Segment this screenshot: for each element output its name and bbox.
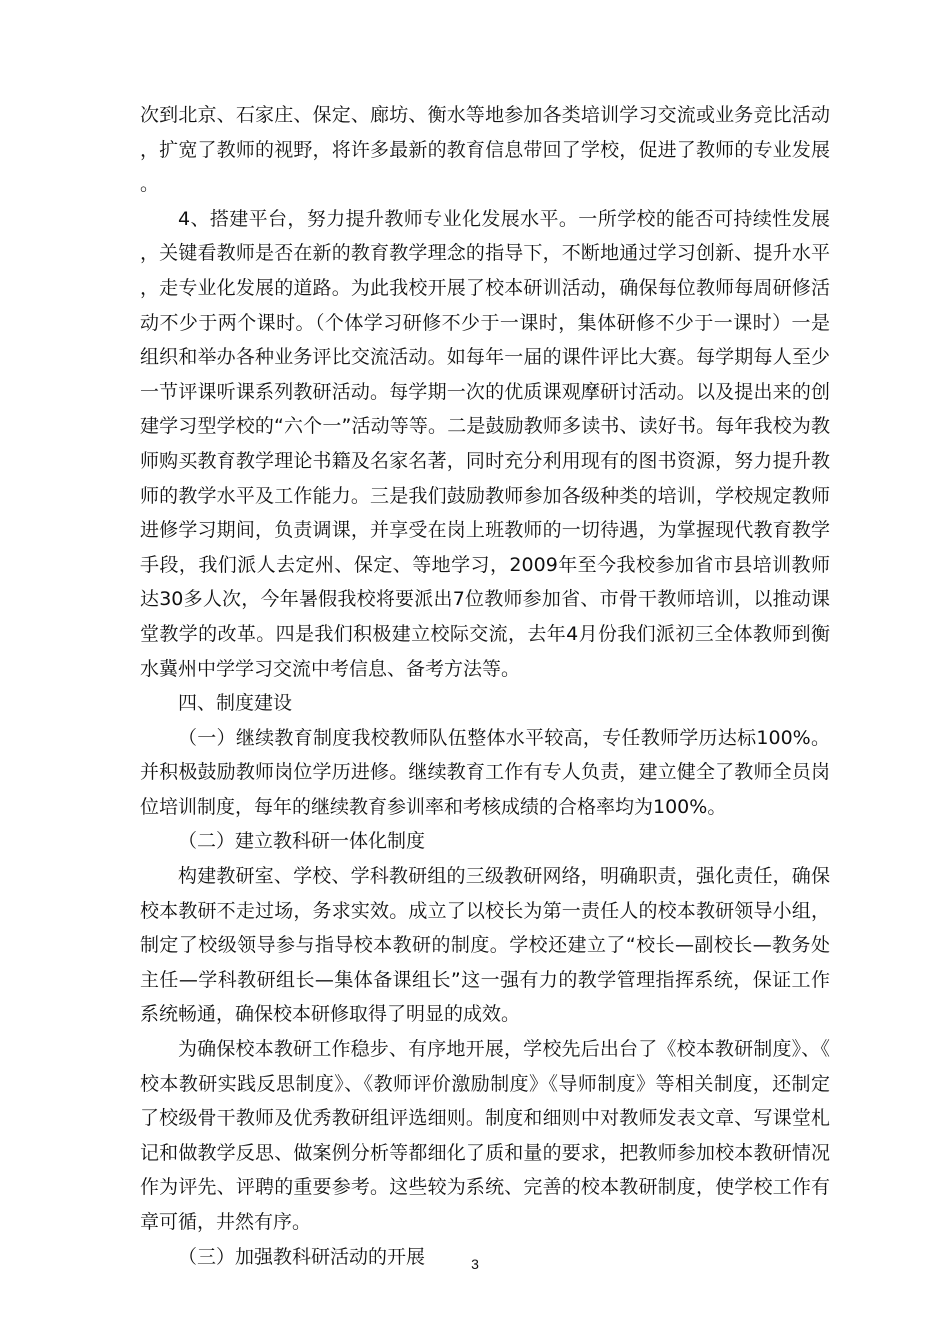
paragraph-research-network: 构建教研室、学校、学科教研组的三级教研网络，明确职责，强化责任，确保校本教研不走过场，务求实效。成立了以校长为第一责任人的校本教研领导小组，制定了校级领导参与指导校本教研的制度。学校还建立了“校长—副校长—教务处主任—学科教研组长—集体备课组长”这一强有力的教学管理指挥系统，保证工作系统畅通，确保校本研修取得了明显的成效。 <box>140 865 830 1026</box>
section-heading-system-construction: 四、制度建设 <box>178 692 293 715</box>
page-number: 3 <box>471 1256 479 1272</box>
paragraph-continuing-education: （一）继续教育制度我校教师队伍整体水平较高，专任教师学历达标100%。并积极鼓励教师岗位学历进修。继续教育工作有专人负责，建立健全了教师全员岗位培训制度，每年的继续教育参训率和考核成绩的合格率均为100%。 <box>140 726 830 818</box>
document-body <box>140 98 830 1274</box>
paragraph-continuation: 次到北京、石家庄、保定、廊坊、衡水等地参加各类培训学习交流或业务竞比活动，扩宽了教师的视野，将许多最新的教育信息带回了学校，促进了教师的专业发展。 <box>140 104 830 196</box>
paragraph-research-regulations: 为确保校本教研工作稳步、有序地开展，学校先后出台了《校本教研制度》、《校本教研实践反思制度》、《教师评价激励制度》《导师制度》等相关制度，还制定了校级骨干教师及优秀教研组评选细则。制度和细则中对教师发表文章、写课堂札记和做教学反思、做案例分析等都细化了质和量的要求，把教师参加校本教研情况作为评先、评聘的重要参考。这些较为系统、完善的校本教研制度，使学校工作有章可循，井然有序。 <box>140 1038 830 1233</box>
subheading-research-integration: （二）建立教科研一体化制度 <box>178 830 426 853</box>
paragraph-platform-building: 4、搭建平台，努力提升教师专业化发展水平。一所学校的能否可持续性发展，关键看教师是否在新的教育教学理念的指导下，不断地通过学习创新、提升水平，走专业化发展的道路。为此我校开展了校本研训活动，确保每位教师每周研修活动不少于两个课时。（个体学习研修不少于一课时，集体研修不少于一课时）一是组织和举办各种业务评比交流活动。如每年一届的课件评比大赛。每学期每人至少一节评课听课系列教研活动。每学期一次的优质课观摩研讨活动。以及提出来的创建学习型学校的“六个一”活动等等。二是鼓励教师多读书、读好书。每年我校为教师购买教育教学理论书籍及名家名著，同时充分利用现有的图书资源，努力提升教师的教学水平及工作能力。三是我们鼓励教师参加各级种类的培训，学校规定教师进修学习期间，负责调课，并享受在岗上班教师的一切待遇，为掌握现代教育教学手段，我们派人去定州、保定、等地学习，2009年至今我校参加省市县培训教师达30多人次，今年暑假我校将要派出7位教师参加省、市骨干教师培训，以推动课堂教学的改革。四是我们积极建立校际交流，去年4月份我们派初三全体教师到衡水冀州中学学习交流中考信息、备考方法等。 <box>140 207 830 680</box>
subheading-research-activities: （三）加强教科研活动的开展 <box>178 1245 426 1268</box>
